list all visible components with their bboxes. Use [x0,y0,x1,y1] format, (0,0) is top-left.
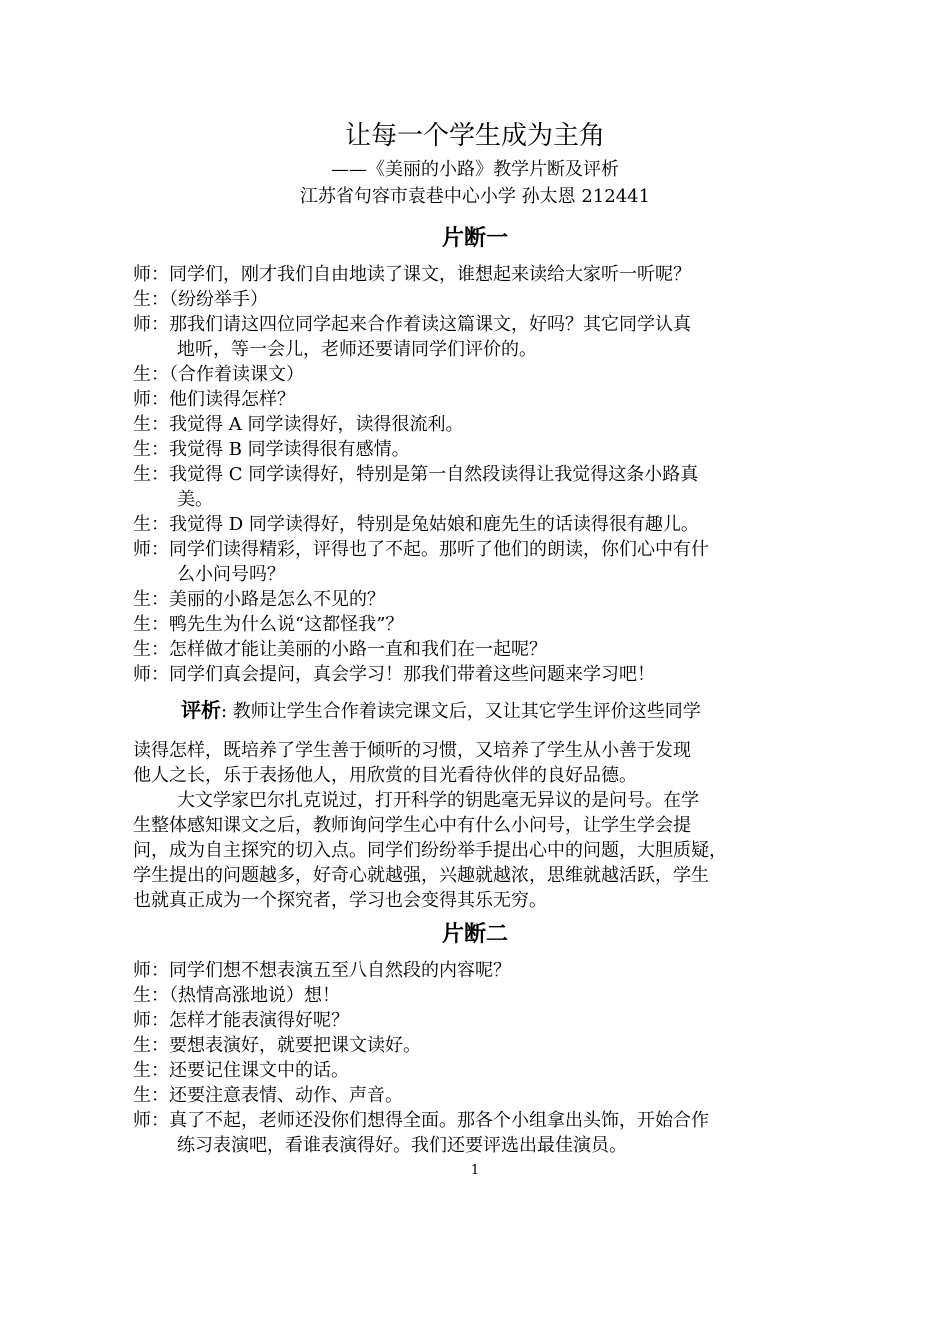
comment-first-line [133,698,833,724]
comment-line: 大文学家巴尔扎克说过，打开科学的钥匙毫无异议的是问号。在学 [177,790,699,811]
dialogue-line: 生：要想表演好，就要把课文读好。 [133,1035,421,1056]
comment-paragraph [133,738,833,913]
comment-text: : 教师让学生合作着读完课文后，又让其它学生评价这些同学 [221,701,701,722]
comment-label: 评析 [181,698,221,722]
section-heading-1: 片断一 [441,226,508,251]
dialogue-line: 师：那我们请这四位同学起来合作着读这篇课文，好吗？其它同学认真 [133,314,691,335]
dialogue-line: 师：同学们真会提问，真会学习！那我们带着这些问题来学习吧！ [133,664,655,685]
author-line: 江苏省句容市袁巷中心小学 孙太恩 212441 [299,186,651,207]
dialogue-line: 生：怎样做才能让美丽的小路一直和我们在一起呢？ [133,639,547,660]
dialogue-line: 生：还要注意表情、动作、声音。 [133,1085,403,1106]
comment-line: 他人之长，乐于表扬他人，用欣赏的目光看待伙伴的良好品德。 [133,765,637,786]
dialogue-line: 师：怎样才能表演得好呢？ [133,1010,349,1031]
dialogue-line: 生：美丽的小路是怎么不见的？ [133,589,385,610]
dialogue-line: 美。 [177,489,213,510]
dialogue-line: 生：我觉得 A 同学读得好，读得很流利。 [133,414,464,435]
dialogue-line: 生：还要记住课文中的话。 [133,1060,349,1081]
dialogue-block-1 [133,262,833,687]
dialogue-line: 师：同学们，刚才我们自由地读了课文，谁想起来读给大家听一听呢？ [133,264,691,285]
comment-line: 也就真正成为一个探究者，学习也会变得其乐无穷。 [133,890,547,911]
dialogue-line: 师：真了不起，老师还没你们想得全面。那各个小组拿出头饰，开始合作 [133,1110,709,1131]
dialogue-block-2 [133,958,833,1158]
dialogue-line: 练习表演吧，看谁表演得好。我们还要评选出最佳演员。 [177,1135,627,1156]
dialogue-line: 生：（合作着读课文） [133,364,304,385]
dialogue-line: 师：同学们读得精彩，评得也了不起。那听了他们的朗读，你们心中有什 [133,539,709,560]
comment-line: 问，成为自主探究的切入点。同学们纷纷举手提出心中的问题，大胆质疑， [133,840,727,861]
page-number: 1 [470,1163,480,1178]
dialogue-line: 生：鸭先生为什么说“这都怪我”？ [133,614,404,635]
dialogue-line: 生：（纷纷举手） [133,289,268,310]
dialogue-line: 生：（热情高涨地说）想！ [133,985,340,1006]
dialogue-line: 师：他们读得怎样？ [133,389,295,410]
comment-line: 读得怎样，既培养了学生善于倾听的习惯，又培养了学生从小善于发现 [133,740,691,761]
dialogue-line: 生：我觉得 C 同学读得好，特别是第一自然段读得让我觉得这条小路真 [133,464,699,485]
dialogue-line: 地听，等一会儿，老师还要请同学们评价的。 [177,339,537,360]
section-heading-2: 片断二 [441,922,508,947]
document-title: 让每一个学生成为主角 [344,121,605,151]
dialogue-line: 师：同学们想不想表演五至八自然段的内容呢？ [133,960,511,981]
document-subtitle: ——《美丽的小路》教学片断及评析 [331,159,619,180]
dialogue-line: 生：我觉得 B 同学读得很有感情。 [133,439,410,460]
dialogue-line: 生：我觉得 D 同学读得好，特别是兔姑娘和鹿先生的话读得很有趣儿。 [133,514,699,535]
dialogue-line: 么小问号吗？ [177,564,285,585]
comment-line: 学生提出的问题越多，好奇心就越强，兴趣就越浓，思维就越活跃，学生 [133,865,709,886]
comment-line: 生整体感知课文之后，教师询问学生心中有什么小问号，让学生学会提 [133,815,691,836]
